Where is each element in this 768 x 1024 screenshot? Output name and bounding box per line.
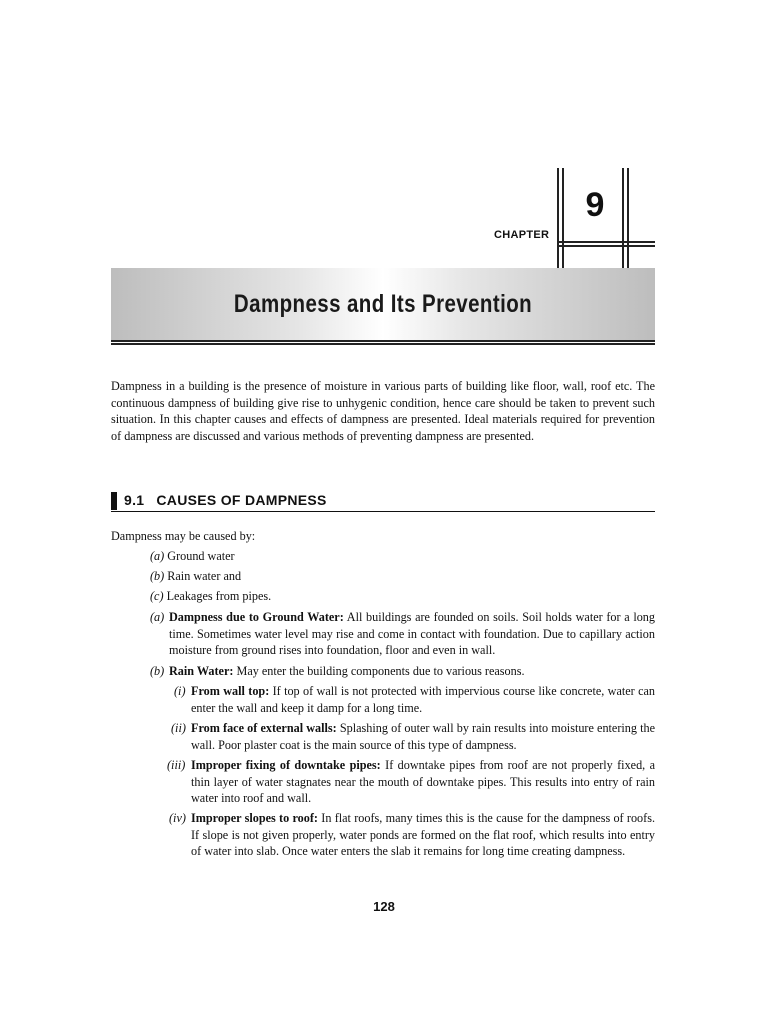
reason-text: If top of wall is not protected with impervious course like concrete, water can enter the wall and keep it damp for a long time. — [191, 684, 655, 715]
section-rule — [111, 511, 655, 512]
explanation-text: May enter the building components due to various reasons. — [236, 664, 525, 678]
section-marker-bar — [111, 492, 117, 510]
reason-item — [191, 683, 655, 716]
explanation-heading: Dampness due to Ground Water: — [169, 610, 344, 624]
explanation-heading: Rain Water: — [169, 664, 234, 678]
cause-text: Rain water and — [167, 569, 242, 583]
title-rule-bottom — [111, 343, 655, 345]
reason-text: Splashing of outer wall by rain results into moisture entering the wall. Poor plaster coat is the main source of this type of dampness. — [191, 721, 656, 752]
reason-text: In flat roofs, many times this is the cause for the dampness of roofs. If slope is not given properly, water ponds are formed on the flat roof, which results into entry of water into slab. Once water enters the slab it remains for long time creating dampness. — [191, 811, 655, 859]
reason-heading: From face of external walls: — [191, 721, 337, 735]
reason-heading: From wall top: — [191, 684, 270, 698]
section-heading — [124, 492, 327, 508]
explanation-text: All buildings are founded on soils. Soil holds water for a long time. Sometimes water level may rise and come in contact with foundation. Due to capillary action moisture from ground rises into foundation, floor and even in wall. — [169, 610, 655, 658]
reason-item — [191, 810, 655, 860]
reason-heading: Improper fixing of downtake pipes: — [191, 758, 381, 772]
reason-marker: (i) — [174, 684, 186, 698]
intro-paragraph: Dampness in a building is the presence of moisture in various parts of building like floor, wall, roof etc. The continuous dampness of building give rise to unhygenic condition, hence care should be taken to prevent such situation. In this chapter causes and effects of dampness are presented. Ideal materials required for prevention of dampness are discussed and various methods of preventing dampness are presented. — [111, 379, 655, 443]
chapter-label: CHAPTER — [494, 229, 550, 241]
reason-marker: (iii) — [167, 758, 186, 772]
cause-marker: (a) — [150, 549, 165, 563]
reason-item — [191, 757, 655, 807]
explanation-item — [169, 663, 655, 680]
cause-marker: (b) — [150, 569, 165, 583]
cause-text: Ground water — [167, 549, 235, 563]
cause-text: Leakages from pipes. — [166, 589, 272, 603]
explanation-item — [169, 609, 655, 659]
chapter-title: Dampness and Its Prevention — [233, 290, 533, 318]
reason-marker: (iv) — [169, 811, 186, 825]
cause-item — [150, 588, 655, 605]
page-number: 128 — [373, 899, 395, 914]
section-lead: Dampness may be caused by: — [111, 529, 256, 543]
section-number: 9.1 — [124, 492, 145, 508]
chapter-number: 9 — [585, 186, 605, 224]
cause-marker: (c) — [150, 589, 164, 603]
section-title: CAUSES OF DAMPNESS — [156, 492, 327, 508]
reason-text: If downtake pipes from roof are not properly fixed, a thin layer of water stagnates near the mouth of downtake pipes. This results into entry of rain water into roof and wall. — [191, 758, 656, 806]
reason-heading: Improper slopes to roof: — [191, 811, 318, 825]
reason-marker: (ii) — [171, 721, 186, 735]
title-rule-top — [111, 340, 655, 342]
cause-item — [150, 568, 655, 585]
reason-item — [191, 720, 655, 753]
explanation-marker: (b) — [150, 664, 165, 678]
cause-item — [150, 548, 655, 565]
explanation-marker: (a) — [150, 610, 165, 624]
